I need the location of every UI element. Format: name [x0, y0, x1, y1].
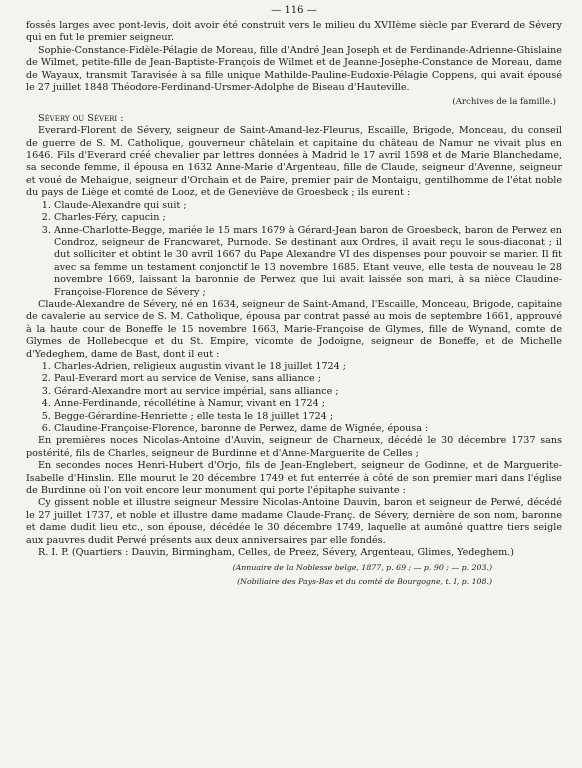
- paragraph-first-marriage: En premières noces Nicolas-Antoine d'Auvin, seigneur de Charneux, décédé le 30 décembre 1737 sans postérité, fils de Charles, seigneur de Burdinne et d'Anne-Marguerite de Celles ;: [26, 435, 562, 459]
- children-list-everard: [26, 200, 562, 299]
- source-citation-nobiliaire: (Nobiliaire des Pays-Bas et du comté de Bourgogne, t. I, p. 108.): [237, 577, 492, 587]
- list-item: 6. Claudine-Françoise-Florence, baronne de Perwez, dame de Wignée, épousa :: [54, 423, 562, 435]
- list-item: 3. Gérard-Alexandre mort au service impérial, sans alliance ;: [54, 386, 562, 398]
- paragraph-second-marriage: En secondes noces Henri-Hubert d'Orjo, fils de Jean-Englebert, seigneur de Godinne, et de Marguerite-Isabelle d'Hinslin. Elle mourut le 20 décembre 1749 et fut enterrée à côté de son premier mari dans l'église de Burdinne où l'on voit encore leur monument qui porte l'épitaphe suivante :: [26, 460, 562, 497]
- paragraph-everard: Everard-Florent de Sévery, seigneur de Saint-Amand-lez-Fleurus, Escaille, Brigode, Monceau, du conseil de guerre de S. M. Catholique, gouverneur châtelain et capitaine du château de Namur ne vivait plus en 1646. Fils d'Everard créé chevalier par lettres données à Madrid le 17 avril 1598 et de Marie Blanchedame, sa seconde femme, il épousa en 1632 Anne-Marie d'Argenteau, fille de Claude, seigneur d'Avenne, seigneur et voué de Mehaigue, seigneur d'Orchain et de Paire, premier pair de Montaigu, gentilhomme de l'état noble du pays de Liège et comté de Looz, et de Geneviève de Groesbeck ; ils eurent :: [26, 125, 562, 199]
- list-item: 2. Paul-Everard mort au service de Venise, sans alliance ;: [54, 373, 562, 385]
- paragraph-epitaph: Cy gissent noble et illustre seigneur Messire Nicolas-Antoine Dauvin, baron et seigneur de Perwé, décédé le 27 juillet 1737, et noble et illustre dame madame Claude-Franç. de Sévery, dernière de son nom, baronne et dame dudit lieu etc., son épouse, décédée le 30 décembre 1749, laquelle at aumôné quattre tiers seigle aux pauvres dudit Perwé présents aux deux anniversaires par elle fondés.: [26, 497, 562, 546]
- page-number: — 116 —: [271, 5, 317, 16]
- source-citation-annuaire: (Annuaire de la Noblesse belge, 1877, p. 69 ; — p. 90 ; — p. 203.): [232, 563, 492, 573]
- paragraph-claude-alexandre: Claude-Alexandre de Sévery, né en 1634, seigneur de Saint-Amand, l'Escaille, Monceau, Brigode, capitaine de cavalerie au service de S. M. Catholique, épousa par contrat passé au mois de septembre 1661, approuvé à la haute cour de Boneffe le 15 novembre 1663, Marie-Françoise de Glymes, fille de Wynand, comte de Glymes de Hollebecque et du St. Empire, vicomte de Jodoigne, seigneur de Boneffe, et de Michelle d'Yedeghem, dame de Bast, dont il eut :: [26, 298, 562, 360]
- paragraph-moreau: Sophie-Constance-Fidèle-Pélagie de Moreau, fille d'André Jean Joseph et de Ferdinande-Adrienne-Ghislaine de Wilmet, petite-fille de Jean-Baptiste-François de Wilmet et de Jeanne-Josèphe-Constance de Moreau, dame de Wayaux, transmit Taravisée à sa fille unique Mathilde-Pauline-Eudoxie-Pélagie Coppens, qui avait épousé le 27 juillet 1848 Théodore-Ferdinand-Ursmer-Adolphe de Biseau d'Hauteville.: [26, 44, 562, 94]
- list-item: 3. Anne-Charlotte-Begge, mariée le 15 mars 1679 à Gérard-Jean baron de Groesbeck, baron de Perwez en Condroz, seigneur de Francwaret, Purnode. Se destinant aux Ordres, il avait reçu le sous-diaconat ; il dut solliciter et obtint le 30 avril 1667 du Pape Alexandre VI des dispenses pour pouvoir se marier. Il fit avec sa femme un testament conjonctif le 13 novembre 1685. Etant veuve, elle testa de nouveau le 28 novembre 1669, laissant la baronnie de Perwez que lui avait laissée son mari, à sa nièce Claudine-Françoise-Florence de Sévery ;: [54, 225, 562, 299]
- list-item: 1. Claude-Alexandre qui suit ;: [54, 200, 562, 212]
- list-item: 2. Charles-Féry, capucin ;: [54, 212, 562, 224]
- list-item: 5. Begge-Gérardine-Henriette ; elle testa le 18 juillet 1724 ;: [54, 411, 562, 423]
- list-item: 1. Charles-Adrien, religieux augustin vivant le 18 juillet 1724 ;: [54, 361, 562, 373]
- section-heading-severy: Sévery ou Séveri :: [38, 112, 124, 124]
- paragraph-castle: fossés larges avec pont-levis, doit avoir été construit vers le milieu du XVIIème siècle par Everard de Sévery qui en fut le premier seigneur.: [26, 20, 562, 44]
- paragraph-quartiers: R. I. P. (Quartiers : Dauvin, Birmingham, Celles, de Preez, Sévery, Argenteau, Glimes, Yedeghem.): [38, 547, 514, 559]
- list-item: 4. Anne-Ferdinande, récollétine à Namur, vivant en 1724 ;: [54, 398, 562, 410]
- children-list-claude-alexandre: [26, 361, 562, 435]
- archives-note: (Archives de la famille.): [452, 97, 556, 108]
